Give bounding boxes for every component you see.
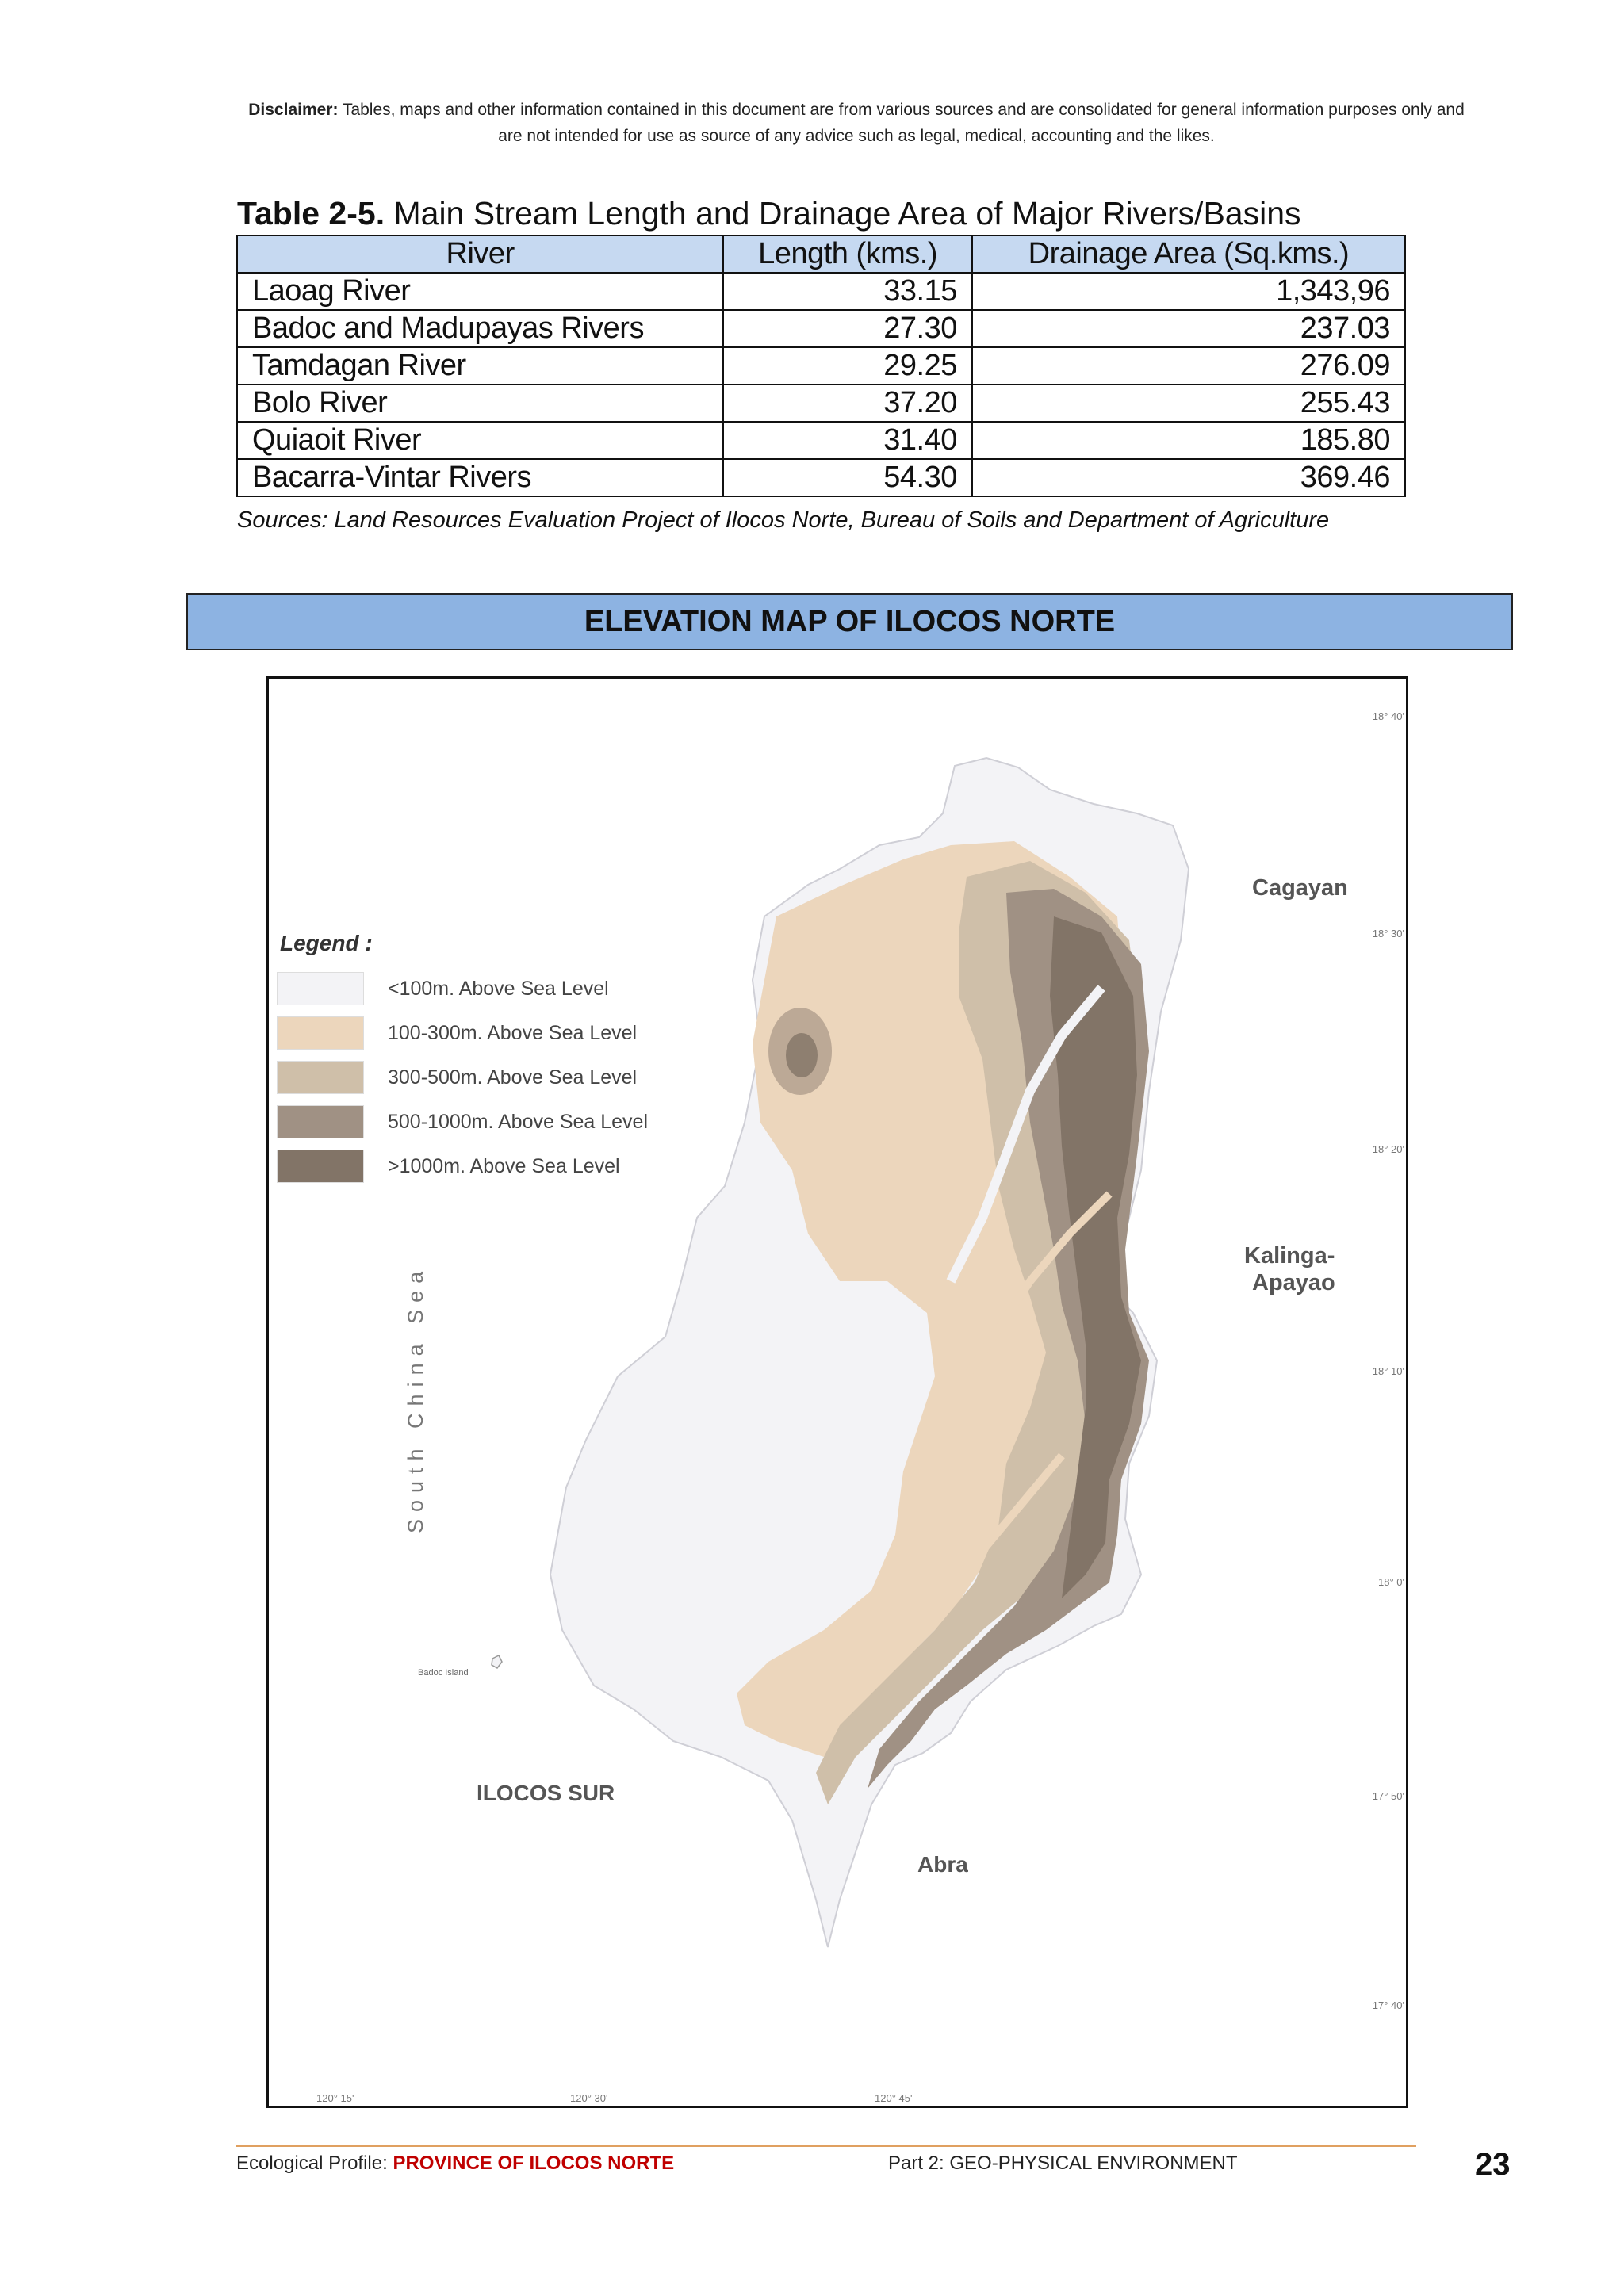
disclaimer-text: Tables, maps and other information contained in this document are from various sources and are consolidated for general information purposes only and are not intended for use as source of any advice such as legal, medical, accounting and the likes. [338, 101, 1465, 145]
river-length: 33.15 [723, 273, 972, 310]
rivers-table [236, 235, 1406, 497]
river-length: 31.40 [723, 422, 972, 459]
legend-label: 100-300m. Above Sea Level [388, 1021, 638, 1044]
table-row [237, 273, 1405, 310]
table-row [237, 347, 1405, 385]
table-number: Table 2-5. [237, 195, 385, 232]
footer-province: PROVINCE OF ILOCOS NORTE [393, 2152, 675, 2174]
table-caption: Main Stream Length and Drainage Area of Major Rivers/Basins [385, 195, 1301, 232]
latitude-tick: 18° 40' [1372, 710, 1404, 722]
river-name: Badoc and Madupayas Rivers [237, 310, 723, 347]
legend-label: >1000m. Above Sea Level [388, 1154, 620, 1177]
river-length: 27.30 [723, 310, 972, 347]
table-row [237, 459, 1405, 496]
table-header-row [237, 235, 1405, 273]
disclaimer [238, 97, 1475, 149]
latitude-tick: 18° 20' [1372, 1143, 1404, 1155]
footer-divider [236, 2145, 1416, 2147]
legend-label: 300-500m. Above Sea Level [388, 1066, 638, 1089]
legend-swatch [277, 1061, 364, 1094]
legend-label: <100m. Above Sea Level [388, 977, 609, 1000]
legend-swatch [277, 1150, 364, 1183]
river-length: 54.30 [723, 459, 972, 496]
river-name: Quiaoit River [237, 422, 723, 459]
river-area: 185.80 [972, 422, 1405, 459]
longitude-tick: 120° 30' [570, 2092, 608, 2104]
legend-title: Legend : [280, 931, 373, 955]
longitude-tick: 120° 45' [875, 2092, 913, 2104]
river-area: 369.46 [972, 459, 1405, 496]
province-relief-map [269, 679, 1406, 2106]
badoc-island-shape [492, 1655, 502, 1668]
river-name: Tamdagan River [237, 347, 723, 385]
legend-swatch [277, 972, 364, 1005]
legend-item [277, 1016, 637, 1050]
latitude-tick: 18° 10' [1372, 1365, 1404, 1377]
table-sources: Sources: Land Resources Evaluation Project of Ilocos Norte, Bureau of Soils and Department of Agriculture [237, 507, 1330, 533]
place-label-abra: Abra [917, 1852, 968, 1877]
legend-item [277, 1105, 648, 1138]
river-name: Bacarra-Vintar Rivers [237, 459, 723, 496]
river-area: 1,343,96 [972, 273, 1405, 310]
place-label-kalinga: Kalinga- [1244, 1243, 1335, 1269]
table-row [237, 310, 1405, 347]
river-name: Laoag River [237, 273, 723, 310]
footer-document-title [236, 2152, 674, 2175]
header-river: River [237, 235, 723, 273]
footer-part: Part 2: GEO-PHYSICAL ENVIRONMENT [888, 2152, 1238, 2174]
legend-item [277, 1061, 637, 1094]
legend-swatch [277, 1105, 364, 1138]
latitude-tick: 18° 0' [1378, 1576, 1404, 1588]
latitude-tick: 17° 40' [1372, 1999, 1404, 2011]
footer-prefix: Ecological Profile: [236, 2152, 393, 2174]
legend-item [277, 1150, 620, 1183]
page-number: 23 [1475, 2147, 1511, 2182]
place-label-ilocos-sur: ILOCOS SUR [477, 1781, 615, 1805]
place-label-badoc-island: Badoc Island [418, 1668, 469, 1678]
latitude-tick: 18° 30' [1372, 928, 1404, 939]
latitude-tick: 17° 50' [1372, 1790, 1404, 1802]
legend-label: 500-1000m. Above Sea Level [388, 1110, 649, 1133]
legend-item [277, 972, 609, 1005]
river-area: 276.09 [972, 347, 1405, 385]
map-section-header: ELEVATION MAP OF ILOCOS NORTE [186, 593, 1513, 650]
header-length: Length (kms.) [723, 235, 972, 273]
table-title [237, 193, 1301, 233]
river-area: 255.43 [972, 385, 1405, 422]
place-label-apayao: Apayao [1252, 1270, 1335, 1295]
river-name: Bolo River [237, 385, 723, 422]
header-area: Drainage Area (Sq.kms.) [972, 235, 1405, 273]
table-row [237, 422, 1405, 459]
river-area: 237.03 [972, 310, 1405, 347]
place-label-cagayan: Cagayan [1252, 875, 1348, 901]
longitude-tick: 120° 15' [316, 2092, 354, 2104]
river-length: 37.20 [723, 385, 972, 422]
table-row [237, 385, 1405, 422]
summit-relief-core [786, 1033, 818, 1077]
disclaimer-label: Disclaimer: [248, 101, 339, 119]
place-label-south-china-sea: South China Sea [404, 1264, 427, 1533]
legend-swatch [277, 1016, 364, 1050]
river-length: 29.25 [723, 347, 972, 385]
elevation-map [266, 676, 1408, 2108]
